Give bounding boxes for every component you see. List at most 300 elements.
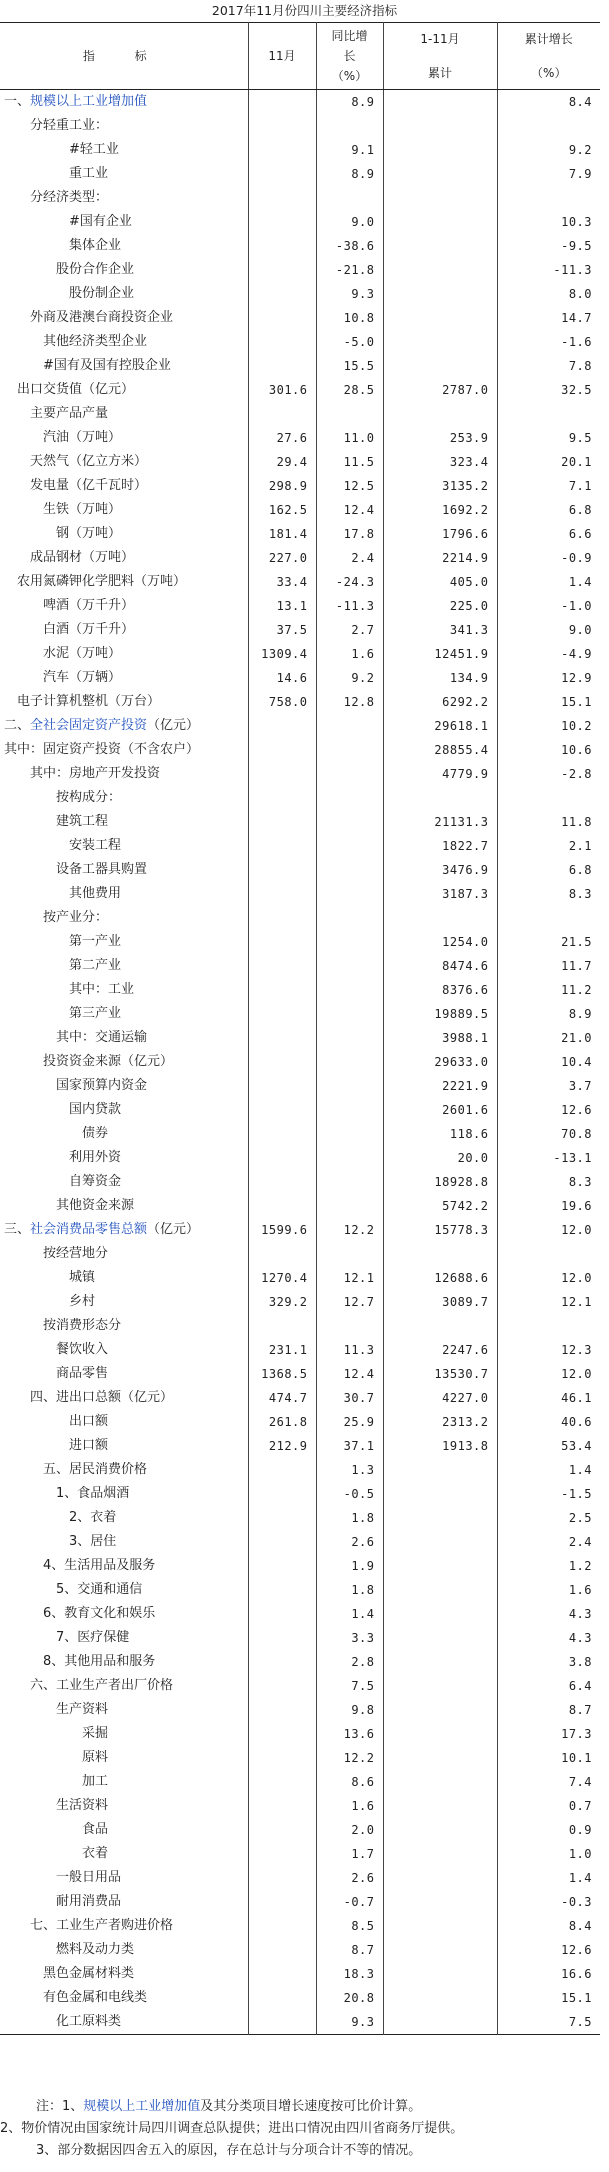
cell-yoy [316, 1242, 383, 1266]
cell-yoy: 11.0 [316, 426, 383, 450]
table-row [0, 546, 600, 570]
cell-month [248, 330, 316, 354]
cell-ytd [383, 1914, 497, 1938]
cell-month [248, 858, 316, 882]
cell-month: 298.9 [248, 474, 316, 498]
table-row [0, 282, 600, 306]
cell-ytd: 4779.9 [383, 762, 497, 786]
indicator-name: 商品零售 [56, 1366, 109, 1381]
cell-ytd [383, 1554, 497, 1578]
indicator-name: 一、规模以上工业增加值 [4, 94, 148, 109]
indicator-name: 7、医疗保健 [56, 1630, 130, 1645]
table-row [0, 810, 600, 834]
cell-ytd-growth: 0.9 [497, 1818, 600, 1842]
cell-month [248, 162, 316, 186]
cell-month [248, 1890, 316, 1914]
cell-ytd-growth: 2.1 [497, 834, 600, 858]
cell-yoy [316, 1194, 383, 1218]
cell-yoy: 9.3 [316, 2010, 383, 2035]
cell-month [248, 834, 316, 858]
cell-ytd-growth [497, 402, 600, 426]
cell-ytd-growth: 10.2 [497, 714, 600, 738]
cell-ytd-growth [497, 906, 600, 930]
table-row [0, 2010, 600, 2035]
indicator-name: 原料 [82, 1750, 109, 1765]
cell-month [248, 1866, 316, 1890]
table-row [0, 1122, 600, 1146]
cell-ytd: 29618.1 [383, 714, 497, 738]
cell-ytd-growth: 7.9 [497, 162, 600, 186]
header-ytd-growth: 累计增长 （%） [497, 23, 600, 90]
cell-yoy: 2.7 [316, 618, 383, 642]
cell-ytd-growth: 7.8 [497, 354, 600, 378]
cell-ytd-growth: -4.9 [497, 642, 600, 666]
table-row [0, 594, 600, 618]
cell-ytd-growth [497, 1242, 600, 1266]
cell-ytd-growth [497, 1314, 600, 1338]
cell-yoy [316, 1098, 383, 1122]
cell-month [248, 1002, 316, 1026]
cell-month [248, 1122, 316, 1146]
cell-yoy [316, 1314, 383, 1338]
cell-month: 474.7 [248, 1386, 316, 1410]
cell-month: 162.5 [248, 498, 316, 522]
footnote: 2、物价情况由国家统计局四川调查总队提供；进出口情况由四川省商务厅提供。 [0, 2121, 464, 2136]
table-row [0, 1938, 600, 1962]
table-row [0, 1362, 600, 1386]
cell-month [248, 1746, 316, 1770]
table-row [0, 378, 600, 402]
cell-yoy [316, 882, 383, 906]
cell-month [248, 282, 316, 306]
indicator-name: 按消费形态分 [43, 1318, 122, 1333]
cell-ytd-growth: 10.3 [497, 210, 600, 234]
cell-yoy: 8.9 [316, 162, 383, 186]
cell-yoy: 7.5 [316, 1674, 383, 1698]
cell-ytd-growth: 1.6 [497, 1578, 600, 1602]
indicator-name: #国有及国有控股企业 [43, 358, 171, 373]
cell-ytd-growth: 6.8 [497, 858, 600, 882]
cell-ytd-growth: 4.3 [497, 1602, 600, 1626]
indicator-name: 按构成分： [56, 790, 122, 805]
cell-yoy [316, 1122, 383, 1146]
header-month: 11月 [248, 23, 316, 90]
cell-ytd-growth: 4.3 [497, 1626, 600, 1650]
cell-ytd-growth: 16.6 [497, 1962, 600, 1986]
cell-ytd [383, 1842, 497, 1866]
table-row [0, 1146, 600, 1170]
cell-month: 261.8 [248, 1410, 316, 1434]
cell-ytd-growth: 15.1 [497, 1986, 600, 2010]
header-ytd: 1-11月 累计 [383, 23, 497, 90]
indicator-name: 1、食品烟酒 [56, 1486, 130, 1501]
table-row [0, 522, 600, 546]
cell-ytd-growth: 9.5 [497, 426, 600, 450]
table-row [0, 1194, 600, 1218]
cell-yoy [316, 1050, 383, 1074]
cell-ytd [383, 354, 497, 378]
page-title: 2017年11月份四川主要经济指标 [211, 3, 398, 18]
cell-yoy: 2.4 [316, 546, 383, 570]
cell-ytd-growth: -1.5 [497, 1482, 600, 1506]
cell-ytd-growth: 10.1 [497, 1746, 600, 1770]
cell-ytd-growth: 1.4 [497, 1866, 600, 1890]
cell-yoy: -38.6 [316, 234, 383, 258]
cell-month [248, 786, 316, 810]
cell-yoy [316, 714, 383, 738]
cell-yoy: 11.3 [316, 1338, 383, 1362]
indicator-name: 设备工器具购置 [56, 862, 148, 877]
cell-ytd: 4227.0 [383, 1386, 497, 1410]
indicator-name: 利用外资 [69, 1150, 122, 1165]
cell-yoy [316, 810, 383, 834]
cell-month [248, 714, 316, 738]
table-row [0, 498, 600, 522]
cell-ytd-growth [497, 114, 600, 138]
cell-month [248, 1698, 316, 1722]
table-row [0, 1554, 600, 1578]
cell-ytd: 12688.6 [383, 1266, 497, 1290]
indicator-name: 第三产业 [69, 1006, 122, 1021]
cell-ytd-growth: 8.3 [497, 882, 600, 906]
cell-ytd-growth: 12.9 [497, 666, 600, 690]
cell-ytd-growth: -9.5 [497, 234, 600, 258]
cell-month: 13.1 [248, 594, 316, 618]
cell-month [248, 1314, 316, 1338]
cell-month: 227.0 [248, 546, 316, 570]
cell-ytd [383, 1890, 497, 1914]
cell-ytd [383, 258, 497, 282]
indicator-name: 国家预算内资金 [56, 1078, 148, 1093]
cell-ytd: 134.9 [383, 666, 497, 690]
indicator-name: #轻工业 [69, 142, 119, 157]
cell-ytd: 1913.8 [383, 1434, 497, 1458]
cell-ytd [383, 114, 497, 138]
indicator-name: 国内贷款 [69, 1102, 122, 1117]
cell-month [248, 1962, 316, 1986]
indicator-name: 自筹资金 [69, 1174, 122, 1189]
cell-ytd-growth: 12.0 [497, 1266, 600, 1290]
indicator-name: 汽车（万辆） [43, 670, 122, 685]
cell-ytd [383, 138, 497, 162]
cell-ytd [383, 282, 497, 306]
cell-yoy [316, 186, 383, 210]
cell-ytd-growth: 12.6 [497, 1098, 600, 1122]
footnotes [0, 2096, 609, 2162]
cell-ytd: 3089.7 [383, 1290, 497, 1314]
indicator-name: 啤酒（万千升） [43, 598, 135, 613]
indicator-name: 采掘 [82, 1726, 109, 1741]
cell-month [248, 1074, 316, 1098]
indicator-name: 加工 [82, 1774, 109, 1789]
table-row [0, 1290, 600, 1314]
cell-month: 1599.6 [248, 1218, 316, 1242]
cell-month [248, 1170, 316, 1194]
cell-ytd: 3988.1 [383, 1026, 497, 1050]
cell-month [248, 258, 316, 282]
cell-yoy: 8.6 [316, 1770, 383, 1794]
cell-ytd-growth: 8.7 [497, 1698, 600, 1722]
cell-ytd-growth: 32.5 [497, 378, 600, 402]
cell-yoy [316, 1170, 383, 1194]
indicator-name: 4、生活用品及服务 [43, 1558, 156, 1573]
indicator-name: 生铁（万吨） [43, 502, 122, 517]
footnote-link[interactable]: 规模以上工业增加值 [83, 2099, 201, 2114]
cell-ytd [383, 1818, 497, 1842]
cell-ytd-growth: 1.0 [497, 1842, 600, 1866]
table-row [0, 1866, 600, 1890]
cell-yoy: 10.8 [316, 306, 383, 330]
cell-yoy: 1.6 [316, 1794, 383, 1818]
cell-yoy: 12.2 [316, 1746, 383, 1770]
indicator-name: 安装工程 [69, 838, 122, 853]
indicator-name: 发电量（亿千瓦时） [30, 478, 148, 493]
cell-ytd-growth: 6.4 [497, 1674, 600, 1698]
cell-month [248, 1650, 316, 1674]
table-row [0, 834, 600, 858]
cell-ytd-growth: 20.1 [497, 450, 600, 474]
cell-ytd-growth [497, 786, 600, 810]
cell-month [248, 930, 316, 954]
cell-ytd: 12451.9 [383, 642, 497, 666]
indicator-name: 股份制企业 [69, 286, 135, 301]
indicator-name: 其他经济类型企业 [43, 334, 148, 349]
cell-ytd: 323.4 [383, 450, 497, 474]
indicator-name: 二、全社会固定资产投资（亿元） [4, 718, 200, 733]
cell-yoy: 1.9 [316, 1554, 383, 1578]
indicator-name: 按经营地分 [43, 1246, 109, 1261]
cell-ytd: 8376.6 [383, 978, 497, 1002]
cell-month [248, 1938, 316, 1962]
cell-month: 231.1 [248, 1338, 316, 1362]
cell-ytd: 3476.9 [383, 858, 497, 882]
table-row [0, 762, 600, 786]
cell-yoy: 12.7 [316, 1290, 383, 1314]
cell-yoy [316, 402, 383, 426]
cell-ytd-growth: -13.1 [497, 1146, 600, 1170]
cell-ytd-growth: 15.1 [497, 690, 600, 714]
cell-ytd [383, 1986, 497, 2010]
cell-ytd: 28855.4 [383, 738, 497, 762]
cell-yoy [316, 930, 383, 954]
table-row [0, 426, 600, 450]
cell-ytd: 118.6 [383, 1122, 497, 1146]
cell-month [248, 810, 316, 834]
cell-ytd [383, 1242, 497, 1266]
indicator-name: 生产资料 [56, 1702, 109, 1717]
table-row [0, 1746, 600, 1770]
cell-yoy [316, 1074, 383, 1098]
cell-month [248, 1050, 316, 1074]
cell-month [248, 1986, 316, 2010]
table-row [0, 474, 600, 498]
indicator-name: 其中：工业 [69, 982, 135, 997]
cell-month: 27.6 [248, 426, 316, 450]
cell-ytd: 2221.9 [383, 1074, 497, 1098]
cell-ytd: 21131.3 [383, 810, 497, 834]
cell-yoy: 3.3 [316, 1626, 383, 1650]
cell-month [248, 210, 316, 234]
cell-ytd: 1692.2 [383, 498, 497, 522]
cell-ytd [383, 1578, 497, 1602]
cell-month [248, 954, 316, 978]
indicator-name: 第一产业 [69, 934, 122, 949]
cell-ytd-growth: 7.1 [497, 474, 600, 498]
indicator-name: 成品钢材（万吨） [30, 550, 135, 565]
table-row [0, 1578, 600, 1602]
cell-yoy [316, 738, 383, 762]
cell-ytd-growth: 8.0 [497, 282, 600, 306]
cell-ytd-growth: 21.0 [497, 1026, 600, 1050]
cell-month [248, 1554, 316, 1578]
cell-yoy: 2.6 [316, 1530, 383, 1554]
indicator-name: 钢（万吨） [56, 526, 122, 541]
indicator-name: 水泥（万吨） [43, 646, 122, 661]
indicator-name: 集体企业 [69, 238, 122, 253]
table-row [0, 354, 600, 378]
cell-ytd-growth: 9.2 [497, 138, 600, 162]
cell-ytd-growth: 11.7 [497, 954, 600, 978]
table-row [0, 1794, 600, 1818]
cell-month [248, 1818, 316, 1842]
cell-ytd [383, 330, 497, 354]
cell-ytd: 19889.5 [383, 1002, 497, 1026]
indicator-name: 四、进出口总额（亿元） [30, 1390, 174, 1405]
cell-ytd [383, 162, 497, 186]
cell-yoy: -0.5 [316, 1482, 383, 1506]
cell-ytd: 1796.6 [383, 522, 497, 546]
table-row [0, 1266, 600, 1290]
indicator-name: #国有企业 [69, 214, 132, 229]
cell-ytd [383, 1530, 497, 1554]
table-row [0, 906, 600, 930]
cell-ytd-growth: -0.9 [497, 546, 600, 570]
cell-yoy: 13.6 [316, 1722, 383, 1746]
cell-yoy: 30.7 [316, 1386, 383, 1410]
table-row [0, 690, 600, 714]
cell-yoy: 1.6 [316, 642, 383, 666]
cell-ytd: 341.3 [383, 618, 497, 642]
table-row [0, 1218, 600, 1242]
indicator-name: 六、工业生产者出厂价格 [30, 1678, 174, 1693]
indicator-name: 天然气（亿立方米） [30, 454, 148, 469]
cell-ytd: 13530.7 [383, 1362, 497, 1386]
cell-ytd: 1822.7 [383, 834, 497, 858]
cell-ytd: 6292.2 [383, 690, 497, 714]
cell-ytd-growth: 2.4 [497, 1530, 600, 1554]
cell-ytd-growth: 21.5 [497, 930, 600, 954]
cell-yoy [316, 906, 383, 930]
indicator-name: 生活资料 [56, 1798, 109, 1813]
table-row [0, 1818, 600, 1842]
indicator-name: 七、工业生产者购进价格 [30, 1918, 174, 1933]
table-row [0, 1458, 600, 1482]
indicator-name: 五、居民消费价格 [43, 1462, 148, 1477]
indicator-name: 一般日用品 [56, 1870, 122, 1885]
table-row [0, 450, 600, 474]
indicator-link[interactable]: 社会消费品零售总额 [30, 1222, 148, 1237]
indicator-link[interactable]: 全社会固定资产投资 [30, 718, 148, 733]
indicator-name: 出口交货值（亿元） [17, 382, 135, 397]
indicator-name: 耐用消费品 [56, 1894, 122, 1909]
cell-ytd-growth: 17.3 [497, 1722, 600, 1746]
cell-ytd-growth: -1.0 [497, 594, 600, 618]
indicator-name: 黑色金属材料类 [43, 1966, 135, 1981]
table-row [0, 858, 600, 882]
cell-yoy: 1.7 [316, 1842, 383, 1866]
indicator-name: 化工原料类 [56, 2014, 122, 2029]
cell-yoy [316, 834, 383, 858]
indicator-name: 乡村 [69, 1294, 96, 1309]
header-indicator: 指 标 [0, 23, 248, 90]
cell-ytd-growth: -11.3 [497, 258, 600, 282]
cell-ytd-growth: 7.4 [497, 1770, 600, 1794]
cell-ytd-growth: 7.5 [497, 2010, 600, 2035]
cell-month: 329.2 [248, 1290, 316, 1314]
indicator-name: 进口额 [69, 1438, 109, 1453]
table-row [0, 114, 600, 138]
cell-ytd [383, 1698, 497, 1722]
cell-ytd: 253.9 [383, 426, 497, 450]
cell-month [248, 1770, 316, 1794]
cell-ytd-growth: 11.8 [497, 810, 600, 834]
table-row [0, 258, 600, 282]
cell-month [248, 882, 316, 906]
cell-ytd: 3187.3 [383, 882, 497, 906]
header-yoy: 同比增 长 （%） [316, 23, 383, 90]
indicator-name: 建筑工程 [56, 814, 109, 829]
cell-month: 181.4 [248, 522, 316, 546]
cell-ytd [383, 1458, 497, 1482]
cell-ytd-growth: 11.2 [497, 978, 600, 1002]
table-row [0, 186, 600, 210]
table-row [0, 1482, 600, 1506]
table-row [0, 210, 600, 234]
cell-ytd: 405.0 [383, 570, 497, 594]
cell-yoy [316, 978, 383, 1002]
cell-ytd-growth: 12.0 [497, 1218, 600, 1242]
cell-month [248, 1098, 316, 1122]
cell-ytd [383, 306, 497, 330]
cell-ytd: 2214.9 [383, 546, 497, 570]
indicator-name: 食品 [82, 1822, 109, 1837]
cell-ytd-growth: 8.4 [497, 90, 600, 115]
table-row [0, 234, 600, 258]
footnote: 注：1、规模以上工业增加值及其分类项目增长速度按可比价计算。 [36, 2099, 422, 2114]
indicator-name: 重工业 [69, 166, 109, 181]
cell-ytd-growth: 10.6 [497, 738, 600, 762]
cell-ytd-growth: 8.4 [497, 1914, 600, 1938]
cell-yoy: 12.4 [316, 1362, 383, 1386]
indicator-name: 燃料及动力类 [56, 1942, 135, 1957]
indicator-name: 其他费用 [69, 886, 122, 901]
cell-ytd-growth: 12.6 [497, 1938, 600, 1962]
indicator-table [0, 22, 600, 2035]
indicator-name: 白酒（万千升） [43, 622, 135, 637]
indicator-name: 其中：交通运输 [56, 1030, 148, 1045]
cell-month [248, 1482, 316, 1506]
cell-month [248, 306, 316, 330]
cell-yoy [316, 1002, 383, 1026]
indicator-name: 电子计算机整机（万台） [17, 694, 161, 709]
indicator-link[interactable]: 规模以上工业增加值 [30, 94, 148, 109]
cell-ytd-growth: 6.6 [497, 522, 600, 546]
cell-yoy: 2.6 [316, 1866, 383, 1890]
cell-month [248, 762, 316, 786]
cell-ytd: 8474.6 [383, 954, 497, 978]
table-row [0, 162, 600, 186]
cell-yoy: 12.8 [316, 690, 383, 714]
